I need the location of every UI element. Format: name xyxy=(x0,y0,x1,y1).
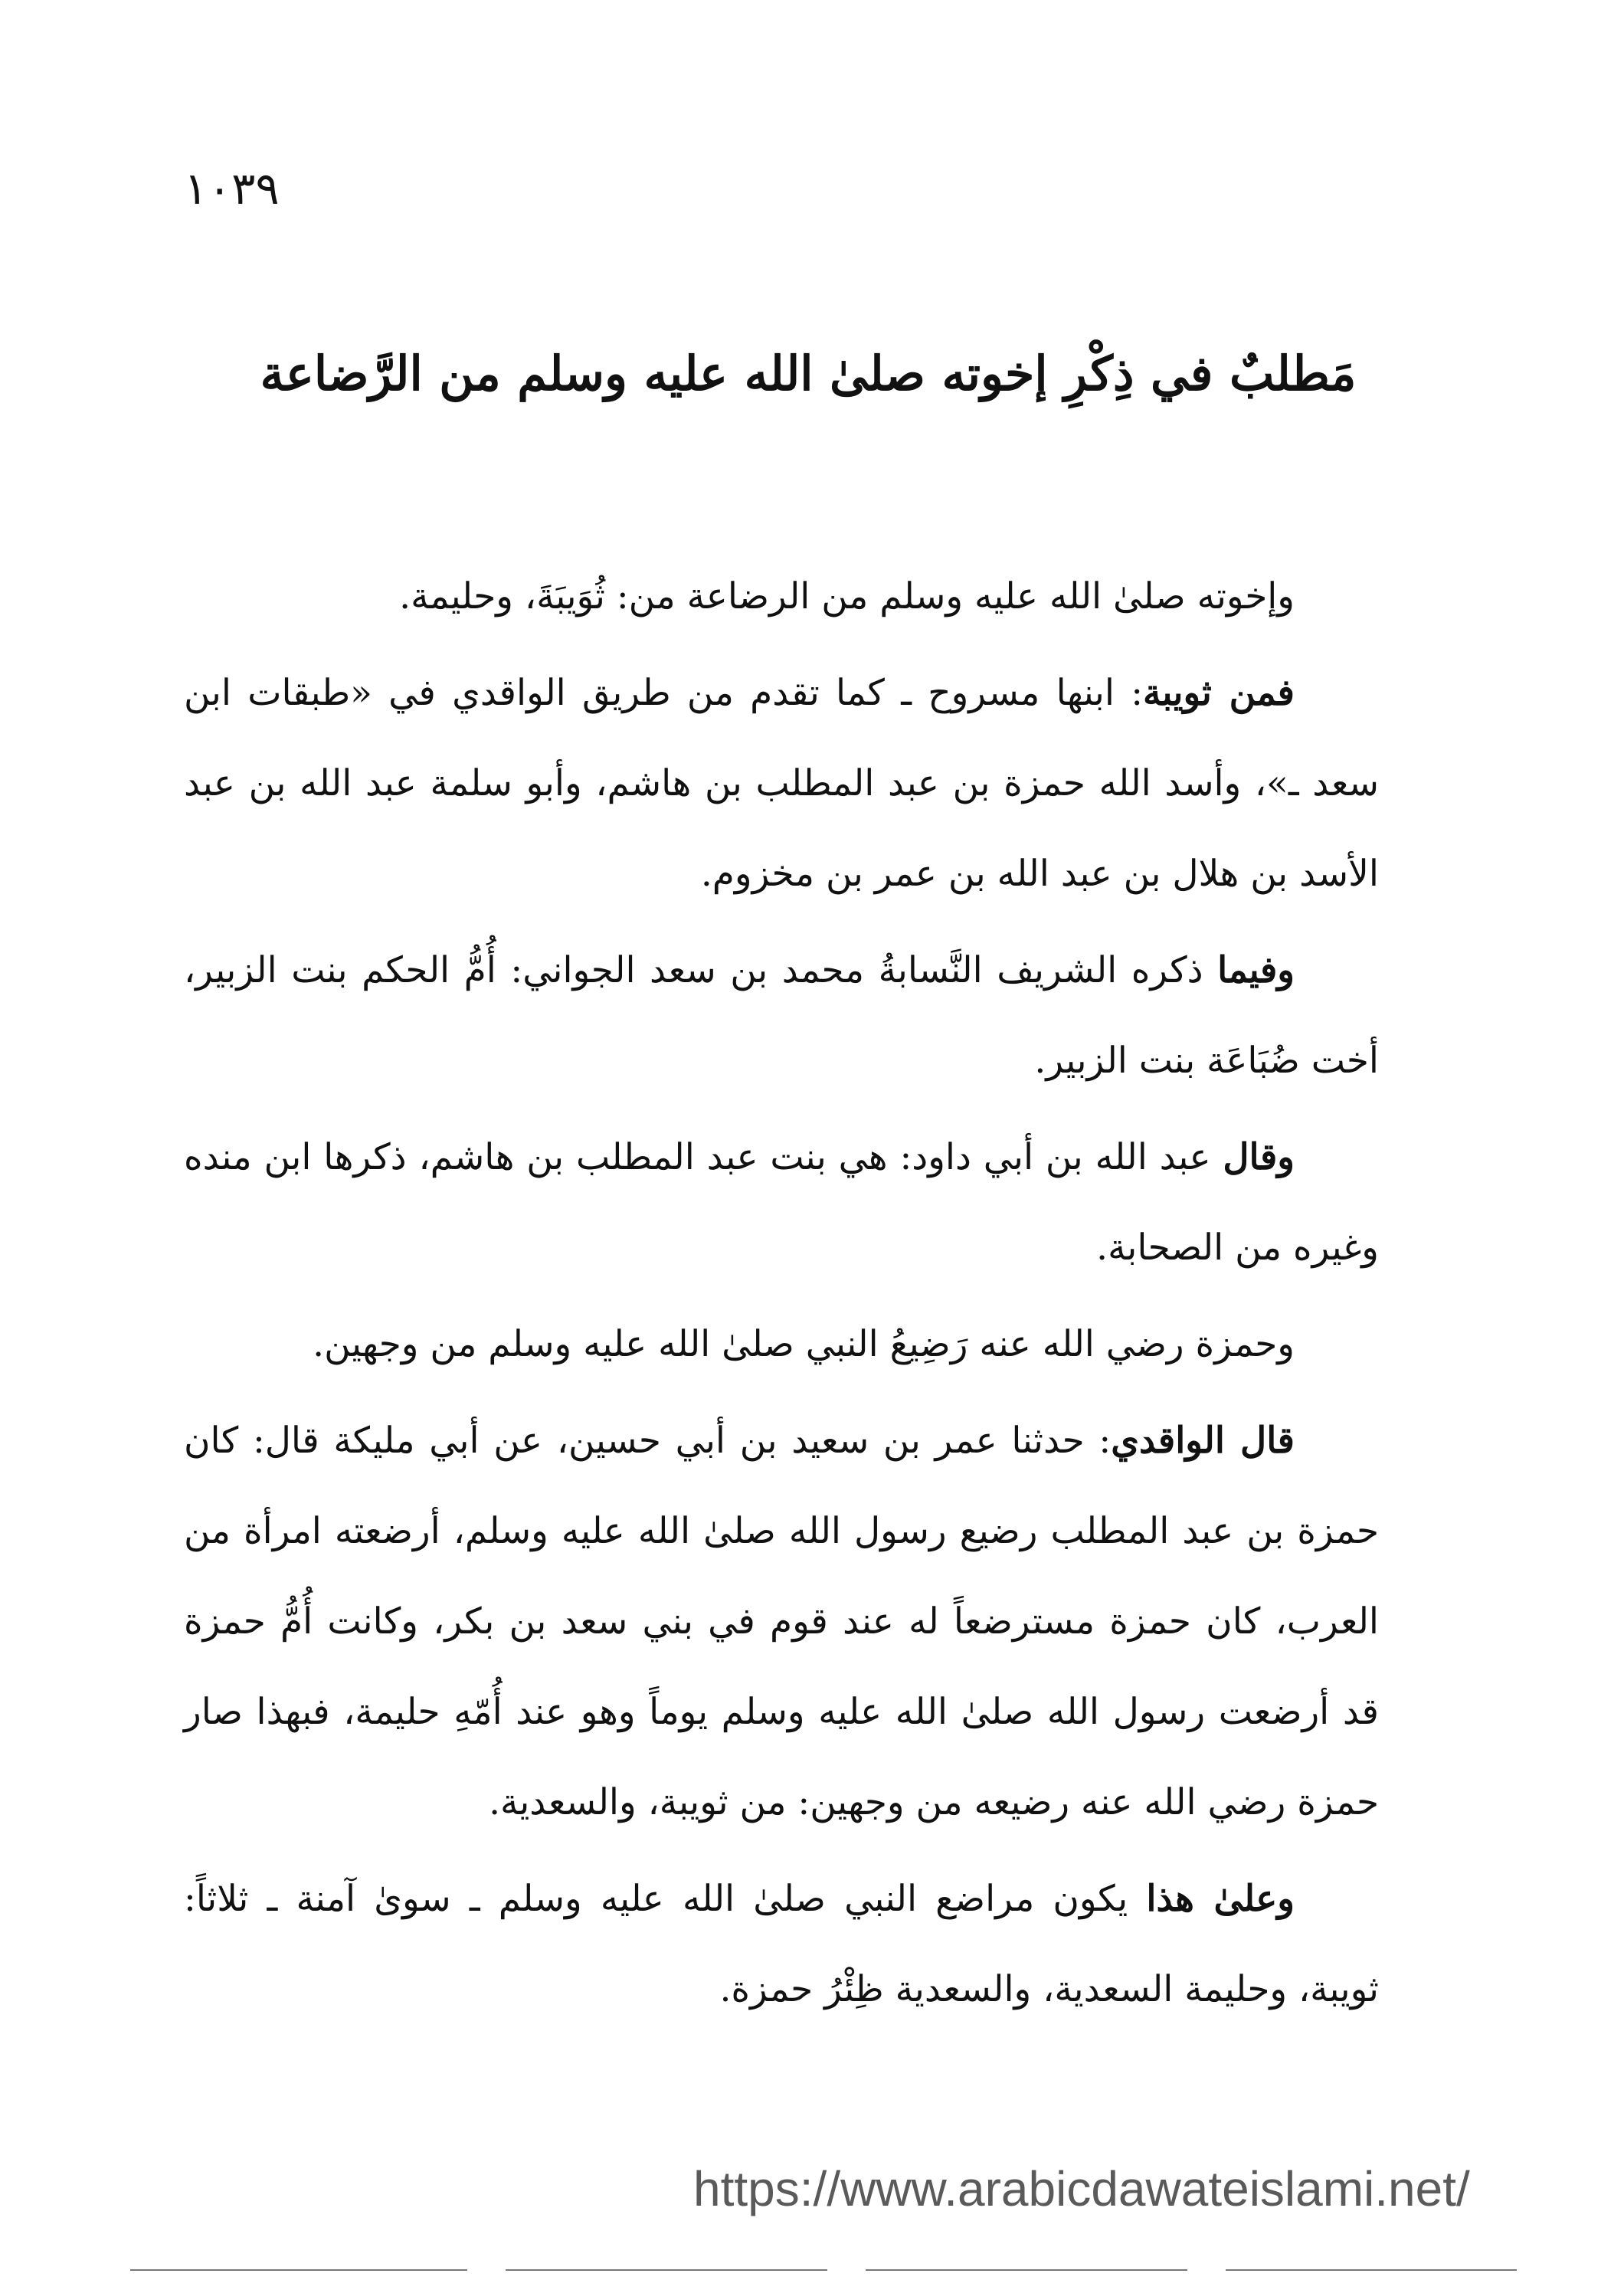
paragraph-lead: وفيما xyxy=(1217,949,1295,991)
paragraph xyxy=(184,648,1379,919)
paragraph-lead: وعلىٰ هذا xyxy=(1146,1878,1295,1920)
paragraph-lead: قال الواقدي xyxy=(1111,1420,1295,1462)
paragraph xyxy=(184,1299,1379,1390)
section-heading: مَطلبٌ في ذِكْرِ إخوته صلىٰ الله عليه وسلم من الرَّضاعة xyxy=(260,346,1357,401)
paragraph xyxy=(184,1854,1379,2035)
paragraph-text: عبد الله بن أبي داود: هي بنت عبد المطلب بن هاشم، ذكرها ابن منده وغيره من الصحابة. xyxy=(184,1136,1379,1269)
page-number: ١٠٣٩ xyxy=(184,162,280,215)
footer-divider xyxy=(866,2269,1187,2271)
paragraph xyxy=(184,1396,1379,1848)
footer-divider xyxy=(130,2269,467,2271)
footer-divider xyxy=(1226,2269,1517,2271)
paragraph-lead: وقال xyxy=(1223,1136,1295,1178)
paragraph xyxy=(184,552,1379,642)
paragraph-text: : ابنها مسروح ـ كما تقدم من طريق الواقدي في «طبقات ابن سعد ـ»، وأسد الله حمزة بن عبد المطلب بن هاشم، وأبو سلمة عبد الله بن عبد الأسد بن هلال بن عبد الله بن عمر بن مخزوم. xyxy=(184,672,1379,895)
paragraph-text: ذكره الشريف النَّسابةُ محمد بن سعد الجواني: أُمُّ الحكم بنت الزبير، أخت ضُبَاعَة بنت الزبير. xyxy=(184,949,1379,1082)
paragraph xyxy=(184,925,1379,1106)
paragraph-text: : حدثنا عمر بن سعيد بن أبي حسين، عن أبي مليكة قال: كان حمزة بن عبد المطلب رضيع رسول الله صلىٰ الله عليه وسلم، أرضعته امرأة من العرب، كان حمزة مسترضعاً له عند قوم في بني سعد بن بكر، وكانت أُمُّ حمزة قد أرضعت رسول الله صلىٰ الله عليه وسلم يوماً وهو عند أُمّهِ حليمة، فبهذا صار حمزة رضي الله عنه رضيعه من وجهين: من ثويبة، والسعدية. xyxy=(184,1420,1379,1823)
paragraph-lead: فمن ثويبة xyxy=(1143,672,1295,714)
paragraph xyxy=(184,1112,1379,1293)
paragraph-text: وحمزة رضي الله عنه رَضِيعُ النبي صلىٰ الله عليه وسلم من وجهين. xyxy=(313,1323,1295,1365)
paragraph-text: يكون مراضع النبي صلىٰ الله عليه وسلم ـ سوىٰ آمنة ـ ثلاثاً: ثويبة، وحليمة السعدية، والسعدية ظِئْرُ حمزة. xyxy=(184,1878,1379,2010)
body-text xyxy=(184,552,1379,2041)
watermark-url: https://www.arabicdawateislami.net/ xyxy=(693,2161,1470,2216)
footer-divider xyxy=(506,2269,827,2271)
paragraph-text: وإخوته صلىٰ الله عليه وسلم من الرضاعة من: ثُوَيبَةَ، وحليمة. xyxy=(399,575,1295,618)
